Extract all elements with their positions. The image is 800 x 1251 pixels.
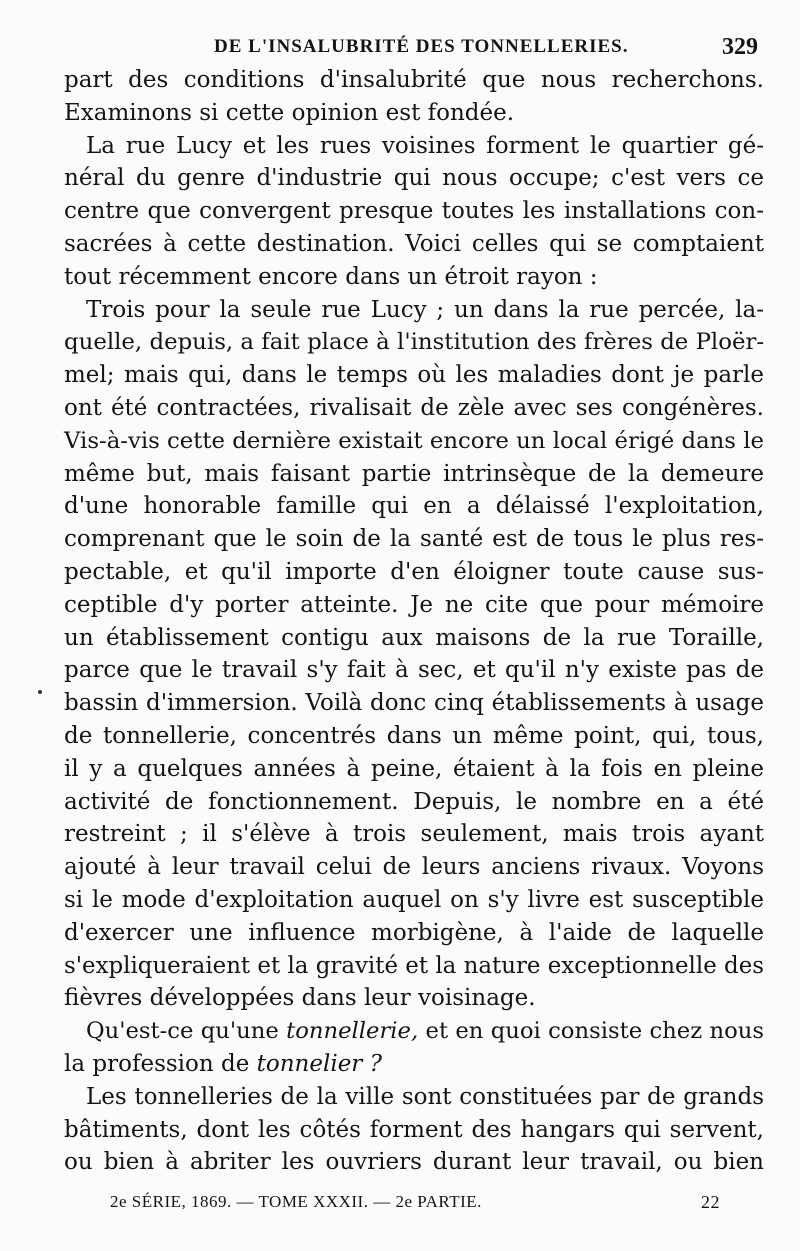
text-line: La rue Lucy et les rues voisines forment le quartier gé- [86,132,764,159]
text-line: d'exercer une influence morbigène, à l'aide de laquelle [64,919,764,946]
text-line: restreint ; il s'élève à trois seulement, mais trois ayant [64,821,764,848]
text-fragment: et en quoi consiste chez nous [418,1018,764,1045]
italic-term: tonnellerie, [286,1018,419,1045]
text-line: un établissement contigu aux maisons de la rue Toraille, [64,624,764,651]
text-line: ont été contractées, rivalisait de zèle avec ses congénères. [64,394,764,421]
text-line: Les tonnelleries de la ville sont constituées par de grands [86,1083,764,1110]
text-line: ajouté à leur travail celui de leurs anciens rivaux. Voyons [64,854,764,881]
text-line: part des conditions d'insalubrité que nous recherchons. [64,67,764,93]
text-line: d'une honorable famille qui en a délaissé l'exploitation, [64,493,764,520]
text-line: s'expliqueraient et la gravité et la nature exceptionnelle des [64,952,764,979]
text-line: Examinons si cette opinion est fondée. [64,99,515,126]
text-line: pectable, et qu'il importe d'en éloigner toute cause sus- [64,558,764,585]
text-line: Vis-à-vis cette dernière existait encore un local érigé dans le [64,427,764,454]
text-line: ceptible d'y porter atteinte. Je ne cite que pour mémoire [64,591,764,618]
text-line: sacrées à cette destination. Voici celles qui se comptaient [64,230,764,257]
text-fragment: Qu'est-ce qu'une [86,1018,287,1045]
body-text [64,64,764,1179]
text-line: bâtiments, dont les côtés forment des hangars qui servent, [64,1116,764,1143]
text-line: même but, mais faisant partie intrinsèque de la demeure [64,460,764,487]
text-line: activité de fonctionnement. Depuis, le nombre en a été [64,788,764,815]
page-number: 329 [722,34,758,60]
ink-speck [38,690,42,694]
text-line: Trois pour la seule rue Lucy ; un dans la rue percée, la- [86,296,764,323]
text-line: ou bien à abriter les ouvriers durant leur travail, ou bien [64,1149,764,1176]
text-line: comprenant que le soin de la santé est de tous le plus res- [64,526,764,553]
text-line: de tonnellerie, concentrés dans un même point, qui, tous, [64,722,764,749]
text-line: bassin d'immersion. Voilà donc cinq établissements à usage [64,690,764,717]
text-fragment: la profession de [64,1050,257,1077]
footer-series: 2e SÉRIE, 1869. — TOME XXXII. — 2e PARTIE. [110,1192,482,1211]
text-line: centre que convergent presque toutes les installations con- [64,198,764,225]
footer-signature: 22 [701,1192,720,1212]
italic-term: tonnelier ? [256,1050,382,1077]
text-line: si le mode d'exploitation auquel on s'y livre est susceptible [64,886,764,913]
text-line: fièvres développées dans leur voisinage. [64,985,536,1012]
text-line: tout récemment encore dans un étroit rayon : [64,263,598,290]
text-line [64,1015,764,1048]
text-line [64,1048,764,1081]
text-line: mel; mais qui, dans le temps où les maladies dont je parle [64,362,764,389]
text-line: quelle, depuis, a fait place à l'institution des frères de Ploër- [64,329,765,356]
text-line: néral du genre d'industrie qui nous occupe; c'est vers ce [64,165,764,192]
running-head [64,34,758,68]
running-title: DE L'INSALUBRITÉ DES TONNELLERIES. [214,36,629,57]
text-line: il y a quelques années à peine, étaient à la fois en pleine [64,755,764,782]
text-line: parce que le travail s'y fait à sec, et qu'il n'y existe pas de [64,657,764,684]
